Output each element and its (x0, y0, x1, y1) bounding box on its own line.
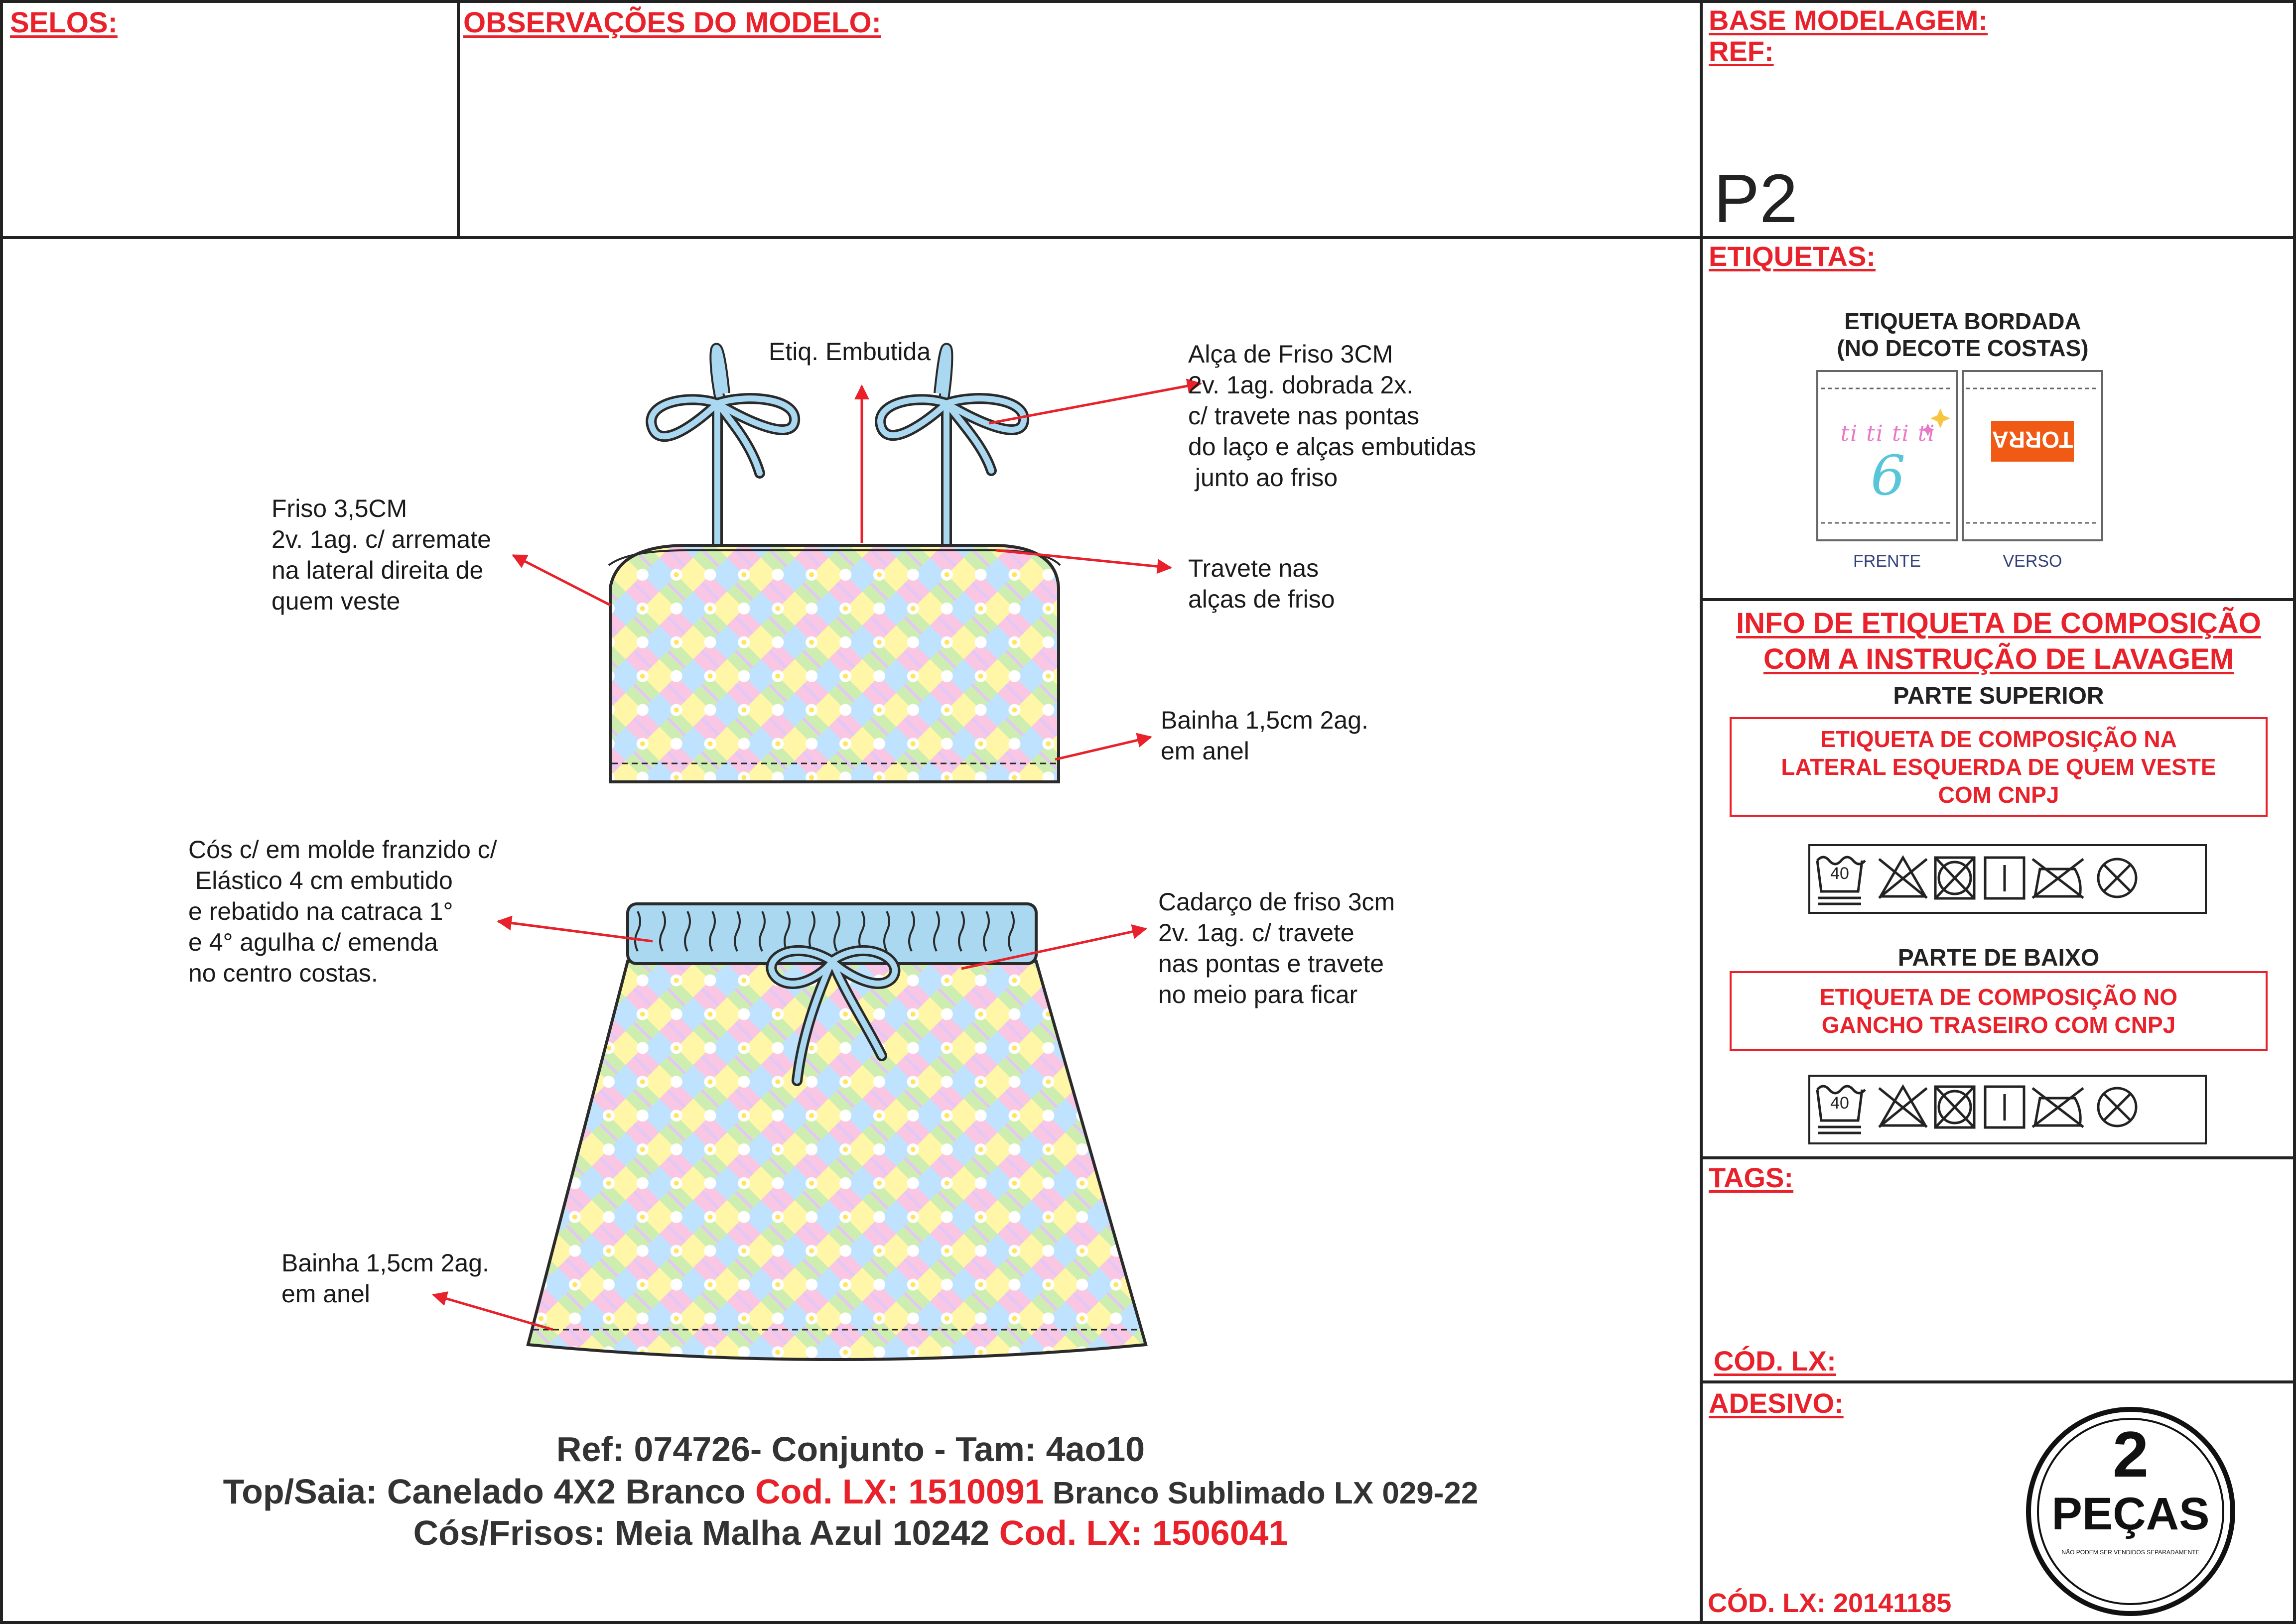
parte-superior-label: PARTE SUPERIOR (1893, 683, 2104, 709)
note-friso-35: Friso 3,5CM 2v. 1ag. c/ arremate na lateral direita de quem veste (271, 495, 491, 615)
composicao-title-2: COM A INSTRUÇÃO DE LAVAGEM (1763, 643, 2234, 675)
etiqueta-bordada-subtitle: (NO DECOTE COSTAS) (1837, 335, 2089, 361)
brand-front-number: 6 (1871, 444, 1905, 507)
base-modelagem-label: BASE MODELAGEM: (1709, 4, 1988, 36)
ref-value: P2 (1714, 160, 1798, 237)
fabric-line (0, 1472, 1701, 1511)
sticker-word: PEÇAS (2051, 1489, 2210, 1539)
tags-cod-lx-label: CÓD. LX: (1714, 1345, 1836, 1376)
adesivo-label: ADESIVO: (1709, 1387, 1844, 1419)
brand-back-text: TORRA (1992, 427, 2073, 453)
front-caption: FRENTE (1853, 552, 1921, 571)
fabric-sublimado: Branco Sublimado LX 029-22 (1044, 1476, 1479, 1510)
fabric-top-saia: Top/Saia: Canelado 4X2 Branco (223, 1472, 756, 1511)
wash-strip-lower (1808, 1075, 2207, 1144)
back-caption: VERSO (2003, 552, 2062, 571)
adesivo-cod-lx: CÓD. LX: 20141185 (1708, 1588, 1952, 1618)
wash-temp-lower: 40 (1830, 1094, 1849, 1113)
ref-label: REF: (1709, 35, 1774, 67)
note-bainha-top: Bainha 1,5cm 2ag. em anel (1161, 706, 1368, 765)
observacoes-label: OBSERVAÇÕES DO MODELO: (463, 6, 881, 39)
cos-line (0, 1513, 1701, 1553)
fabric-cod-lx: Cod. LX: 1510091 (755, 1472, 1044, 1511)
etiqueta-bordada-title: ETIQUETA BORDADA (1844, 308, 2081, 334)
composicao-title-1: INFO DE ETIQUETA DE COMPOSIÇÃO (1736, 607, 2261, 639)
skirt-drawing (528, 904, 1146, 1360)
top-garment-drawing (609, 348, 1060, 782)
brand-front-text: ti ti ti ti (1840, 421, 1936, 446)
lower-composition-box: ETIQUETA DE COMPOSIÇÃO NO GANCHO TRASEIRO COM CNPJ (1730, 971, 2268, 1051)
etiquetas-label: ETIQUETAS: (1709, 241, 1876, 272)
tags-label: TAGS: (1709, 1162, 1794, 1193)
note-cos: Cós c/ em molde franzido c/ Elástico 4 cm embutido e rebatido na catraca 1° e 4° agulha c/ emenda no centro costas. (188, 836, 497, 987)
selos-label: SELOS: (10, 6, 118, 39)
note-cadarco: Cadarço de friso 3cm 2v. 1ag. c/ travete nas pontas e travete no meio para ficar (1158, 888, 1395, 1008)
note-travete-alcas: Travete nas alças de friso (1188, 554, 1335, 613)
embroidered-label-back (1963, 371, 2102, 540)
cos-cod-lx: Cod. LX: 1506041 (999, 1513, 1288, 1552)
parte-baixo-label: PARTE DE BAIXO (1897, 945, 2100, 971)
ref-line: Ref: 074726- Conjunto - Tam: 4ao10 (556, 1430, 1145, 1469)
wash-strip-upper (1808, 844, 2207, 914)
cos-frisos: Cós/Frisos: Meia Malha Azul 10242 (413, 1513, 999, 1552)
superior-composition-box: ETIQUETA DE COMPOSIÇÃO NA LATERAL ESQUERDA DE QUEM VESTE COM CNPJ (1730, 717, 2268, 817)
note-etiq-embutida: Etiq. Embutida (769, 338, 931, 366)
note-bainha-saia: Bainha 1,5cm 2ag. em anel (281, 1249, 489, 1308)
sticker-small-text: NÃO PODEM SER VENDIDOS SEPARADAMENTE (2061, 1549, 2200, 1556)
sticker-number: 2 (2112, 1418, 2149, 1491)
note-alca-friso: Alça de Friso 3CM 2v. 1ag. dobrada 2x. c/ travete nas pontas do laço e alças embutidas junto ao friso (1188, 340, 1477, 492)
wash-temp-upper: 40 (1830, 864, 1849, 883)
